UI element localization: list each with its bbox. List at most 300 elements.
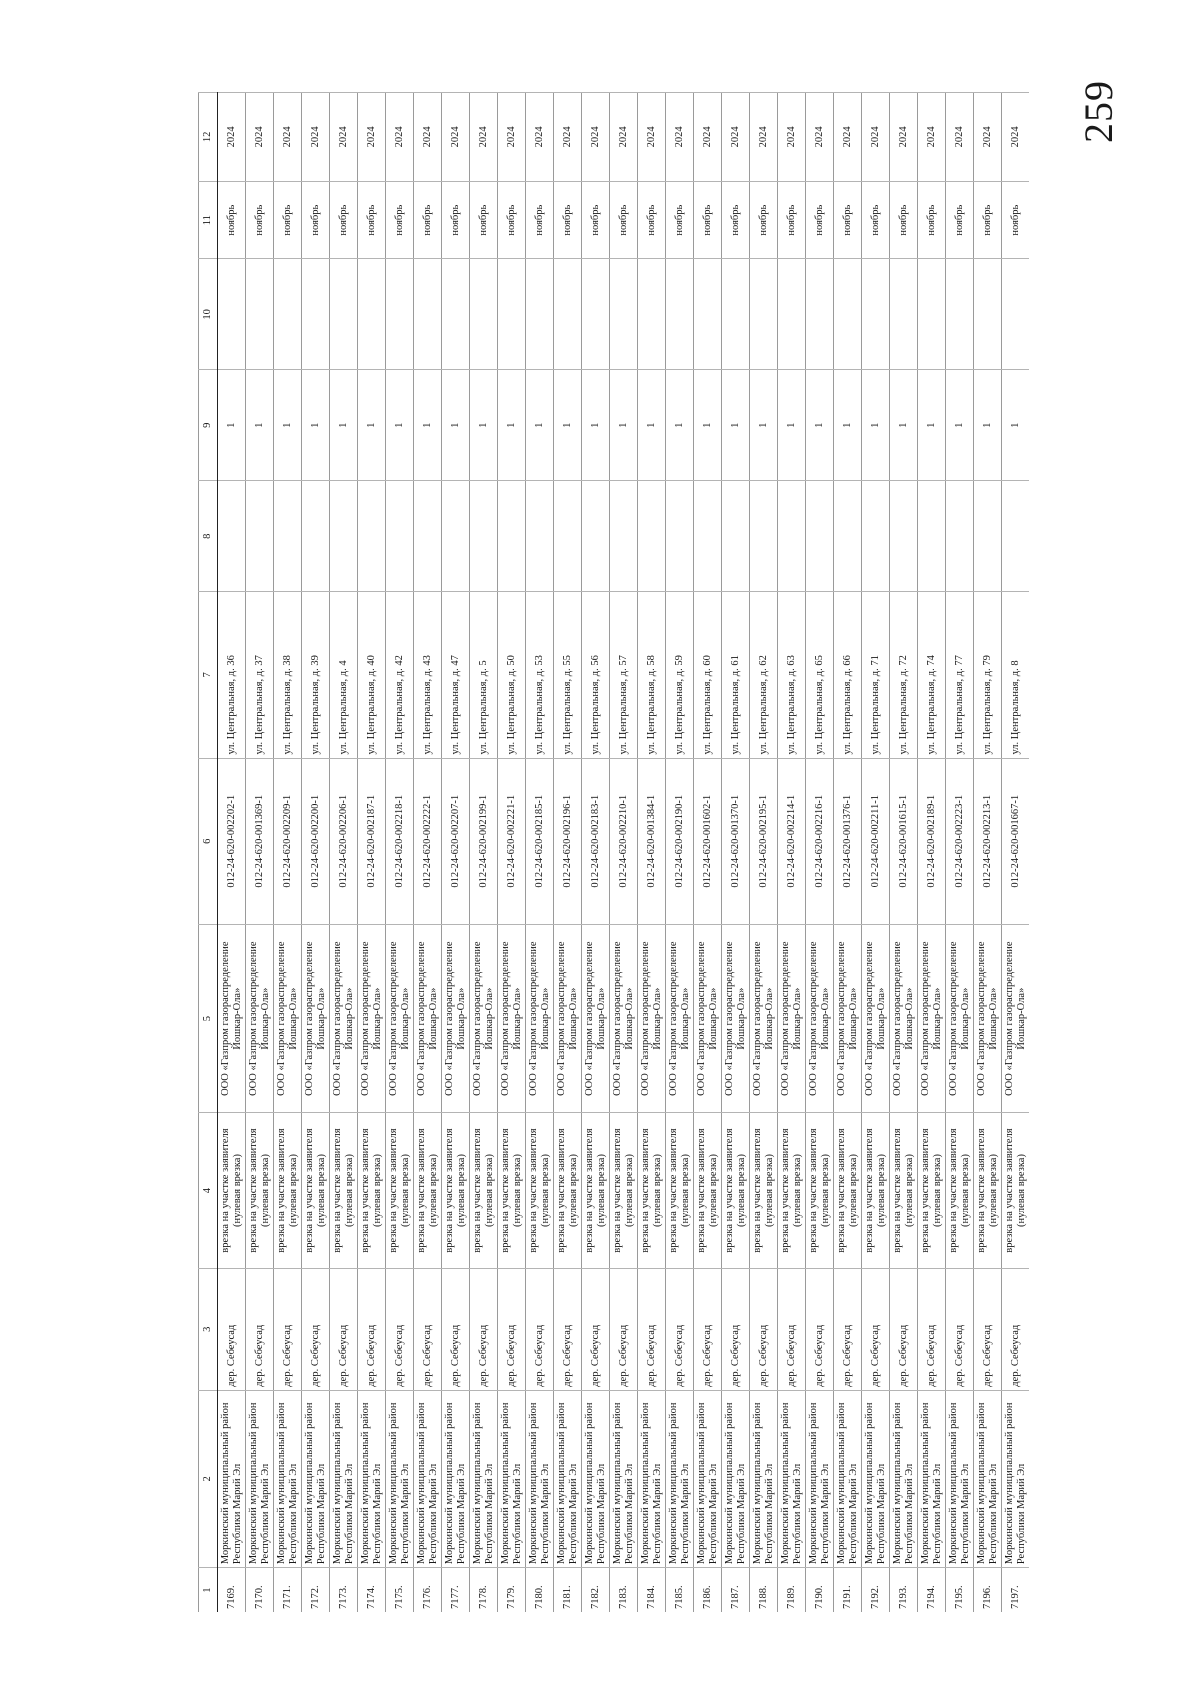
table-row [806, 93, 834, 1613]
village-cell: дер. Себеусад [1002, 1268, 1030, 1390]
work-type-cell: врезка на участке заявителя (нулевая врезка) [526, 1113, 554, 1268]
organization-cell: ООО «Газпром газораспределение Йошкар-Ола» [302, 924, 330, 1113]
table-row [330, 93, 358, 1613]
column-8-cell [890, 481, 918, 592]
district-cell: Моркинский муниципальный район Республики Марий Эл [638, 1390, 666, 1567]
quantity-cell: 1 [806, 370, 834, 481]
organization-cell: ООО «Газпром газораспределение Йошкар-Ола» [554, 924, 582, 1113]
table-row [274, 93, 302, 1613]
year-cell: 2024 [834, 93, 862, 182]
table-row [302, 93, 330, 1613]
organization-cell: ООО «Газпром газораспределение Йошкар-Ола» [414, 924, 442, 1113]
table-body [218, 93, 1030, 1613]
registration-number-cell: 012-24-620-002221-1 [498, 758, 526, 924]
column-10-cell [442, 259, 470, 370]
month-cell: ноябрь [638, 181, 666, 259]
column-10-cell [498, 259, 526, 370]
column-8-cell [330, 481, 358, 592]
district-cell: Моркинский муниципальный район Республики Марий Эл [274, 1390, 302, 1567]
district-cell: Моркинский муниципальный район Республики Марий Эл [666, 1390, 694, 1567]
column-8-cell [778, 481, 806, 592]
registration-number-cell: 012-24-620-002206-1 [330, 758, 358, 924]
column-8-cell [582, 481, 610, 592]
year-cell: 2024 [722, 93, 750, 182]
table-row [610, 93, 638, 1613]
village-cell: дер. Себеусад [582, 1268, 610, 1390]
organization-cell: ООО «Газпром газораспределение Йошкар-Ола» [974, 924, 1002, 1113]
district-cell: Моркинский муниципальный район Республики Марий Эл [610, 1390, 638, 1567]
work-type-cell: врезка на участке заявителя (нулевая врезка) [750, 1113, 778, 1268]
header-cell: 5 [199, 924, 218, 1113]
quantity-cell: 1 [722, 370, 750, 481]
month-cell: ноябрь [470, 181, 498, 259]
work-type-cell: врезка на участке заявителя (нулевая врезка) [470, 1113, 498, 1268]
table-row [862, 93, 890, 1613]
column-8-cell [834, 481, 862, 592]
column-10-cell [778, 259, 806, 370]
work-type-cell: врезка на участке заявителя (нулевая врезка) [414, 1113, 442, 1268]
table-row [358, 93, 386, 1613]
column-10-cell [974, 259, 1002, 370]
month-cell: ноябрь [218, 181, 246, 259]
organization-cell: ООО «Газпром газораспределение Йошкар-Ола» [722, 924, 750, 1113]
registration-number-cell: 012-24-620-001667-1 [1002, 758, 1030, 924]
quantity-cell: 1 [610, 370, 638, 481]
village-cell: дер. Себеусад [526, 1268, 554, 1390]
district-cell: Моркинский муниципальный район Республики Марий Эл [246, 1390, 274, 1567]
organization-cell: ООО «Газпром газораспределение Йошкар-Ола» [946, 924, 974, 1113]
quantity-cell: 1 [358, 370, 386, 481]
column-8-cell [694, 481, 722, 592]
district-cell: Моркинский муниципальный район Республики Марий Эл [974, 1390, 1002, 1567]
column-10-cell [610, 259, 638, 370]
village-cell: дер. Себеусад [330, 1268, 358, 1390]
address-cell: ул. Центральная, д. 50 [498, 592, 526, 758]
header-cell: 1 [199, 1568, 218, 1612]
header-cell: 10 [199, 259, 218, 370]
column-10-cell [890, 259, 918, 370]
village-cell: дер. Себеусад [890, 1268, 918, 1390]
year-cell: 2024 [414, 93, 442, 182]
address-cell: ул. Центральная, д. 59 [666, 592, 694, 758]
year-cell: 2024 [666, 93, 694, 182]
organization-cell: ООО «Газпром газораспределение Йошкар-Ола» [862, 924, 890, 1113]
quantity-cell: 1 [554, 370, 582, 481]
village-cell: дер. Себеусад [918, 1268, 946, 1390]
quantity-cell: 1 [498, 370, 526, 481]
table-row [386, 93, 414, 1613]
address-cell: ул. Центральная, д. 57 [610, 592, 638, 758]
column-10-cell [274, 259, 302, 370]
quantity-cell: 1 [890, 370, 918, 481]
address-cell: ул. Центральная, д. 38 [274, 592, 302, 758]
quantity-cell: 1 [218, 370, 246, 481]
month-cell: ноябрь [778, 181, 806, 259]
work-type-cell: врезка на участке заявителя (нулевая врезка) [862, 1113, 890, 1268]
quantity-cell: 1 [246, 370, 274, 481]
month-cell: ноябрь [330, 181, 358, 259]
address-cell: ул. Центральная, д. 37 [246, 592, 274, 758]
column-8-cell [1002, 481, 1030, 592]
year-cell: 2024 [386, 93, 414, 182]
address-cell: ул. Центральная, д. 8 [1002, 592, 1030, 758]
village-cell: дер. Себеусад [694, 1268, 722, 1390]
year-cell: 2024 [582, 93, 610, 182]
organization-cell: ООО «Газпром газораспределение Йошкар-Ола» [246, 924, 274, 1113]
column-10-cell [358, 259, 386, 370]
column-10-cell [834, 259, 862, 370]
address-cell: ул. Центральная, д. 43 [414, 592, 442, 758]
village-cell: дер. Себеусад [274, 1268, 302, 1390]
village-cell: дер. Себеусад [218, 1268, 246, 1390]
column-8-cell [946, 481, 974, 592]
district-cell: Моркинский муниципальный район Республики Марий Эл [498, 1390, 526, 1567]
column-8-cell [862, 481, 890, 592]
village-cell: дер. Себеусад [638, 1268, 666, 1390]
month-cell: ноябрь [834, 181, 862, 259]
work-type-cell: врезка на участке заявителя (нулевая врезка) [974, 1113, 1002, 1268]
quantity-cell: 1 [834, 370, 862, 481]
row-number-cell: 7178. [470, 1568, 498, 1612]
district-cell: Моркинский муниципальный район Республики Марий Эл [1002, 1390, 1030, 1567]
column-10-cell [582, 259, 610, 370]
row-number-cell: 7177. [442, 1568, 470, 1612]
village-cell: дер. Себеусад [722, 1268, 750, 1390]
quantity-cell: 1 [330, 370, 358, 481]
village-cell: дер. Себеусад [302, 1268, 330, 1390]
year-cell: 2024 [890, 93, 918, 182]
organization-cell: ООО «Газпром газораспределение Йошкар-Ола» [498, 924, 526, 1113]
village-cell: дер. Себеусад [470, 1268, 498, 1390]
month-cell: ноябрь [694, 181, 722, 259]
year-cell: 2024 [694, 93, 722, 182]
registration-number-cell: 012-24-620-001384-1 [638, 758, 666, 924]
quantity-cell: 1 [582, 370, 610, 481]
column-8-cell [274, 481, 302, 592]
registration-number-cell: 012-24-620-002189-1 [918, 758, 946, 924]
column-10-cell [218, 259, 246, 370]
quantity-cell: 1 [918, 370, 946, 481]
district-cell: Моркинский муниципальный район Республики Марий Эл [834, 1390, 862, 1567]
village-cell: дер. Себеусад [666, 1268, 694, 1390]
column-10-cell [414, 259, 442, 370]
month-cell: ноябрь [750, 181, 778, 259]
quantity-cell: 1 [302, 370, 330, 481]
district-cell: Моркинский муниципальный район Республики Марий Эл [218, 1390, 246, 1567]
row-number-cell: 7187. [722, 1568, 750, 1612]
work-type-cell: врезка на участке заявителя (нулевая врезка) [918, 1113, 946, 1268]
district-cell: Моркинский муниципальный район Республики Марий Эл [862, 1390, 890, 1567]
quantity-cell: 1 [470, 370, 498, 481]
quantity-cell: 1 [526, 370, 554, 481]
address-cell: ул. Центральная, д. 5 [470, 592, 498, 758]
district-cell: Моркинский муниципальный район Республики Марий Эл [778, 1390, 806, 1567]
work-type-cell: врезка на участке заявителя (нулевая врезка) [946, 1113, 974, 1268]
district-cell: Моркинский муниципальный район Республики Марий Эл [442, 1390, 470, 1567]
work-type-cell: врезка на участке заявителя (нулевая врезка) [554, 1113, 582, 1268]
year-cell: 2024 [246, 93, 274, 182]
month-cell: ноябрь [274, 181, 302, 259]
work-type-cell: врезка на участке заявителя (нулевая врезка) [302, 1113, 330, 1268]
column-8-cell [498, 481, 526, 592]
registration-number-cell: 012-24-620-002202-1 [218, 758, 246, 924]
column-10-cell [694, 259, 722, 370]
month-cell: ноябрь [918, 181, 946, 259]
registration-number-cell: 012-24-620-002210-1 [610, 758, 638, 924]
column-8-cell [610, 481, 638, 592]
row-number-cell: 7180. [526, 1568, 554, 1612]
row-number-cell: 7175. [386, 1568, 414, 1612]
district-cell: Моркинский муниципальный район Республики Марий Эл [750, 1390, 778, 1567]
village-cell: дер. Себеусад [806, 1268, 834, 1390]
organization-cell: ООО «Газпром газораспределение Йошкар-Ола» [834, 924, 862, 1113]
table-row [890, 93, 918, 1613]
registration-number-cell: 012-24-620-002196-1 [554, 758, 582, 924]
row-number-cell: 7170. [246, 1568, 274, 1612]
table-row [750, 93, 778, 1613]
column-10-cell [722, 259, 750, 370]
year-cell: 2024 [442, 93, 470, 182]
district-cell: Моркинский муниципальный район Республики Марий Эл [890, 1390, 918, 1567]
district-cell: Моркинский муниципальный район Республики Марий Эл [694, 1390, 722, 1567]
work-type-cell: врезка на участке заявителя (нулевая врезка) [806, 1113, 834, 1268]
header-cell: 6 [199, 758, 218, 924]
organization-cell: ООО «Газпром газораспределение Йошкар-Ола» [470, 924, 498, 1113]
row-number-cell: 7169. [218, 1568, 246, 1612]
registration-number-cell: 012-24-620-002222-1 [414, 758, 442, 924]
organization-cell: ООО «Газпром газораспределение Йошкар-Ола» [386, 924, 414, 1113]
table-row [834, 93, 862, 1613]
village-cell: дер. Себеусад [414, 1268, 442, 1390]
row-number-cell: 7183. [610, 1568, 638, 1612]
year-cell: 2024 [1002, 93, 1030, 182]
work-type-cell: врезка на участке заявителя (нулевая врезка) [890, 1113, 918, 1268]
quantity-cell: 1 [862, 370, 890, 481]
work-type-cell: врезка на участке заявителя (нулевая врезка) [218, 1113, 246, 1268]
organization-cell: ООО «Газпром газораспределение Йошкар-Ола» [1002, 924, 1030, 1113]
column-8-cell [974, 481, 1002, 592]
registration-number-cell: 012-24-620-001615-1 [890, 758, 918, 924]
table-row [498, 93, 526, 1613]
column-10-cell [666, 259, 694, 370]
quantity-cell: 1 [274, 370, 302, 481]
district-cell: Моркинский муниципальный район Республики Марий Эл [918, 1390, 946, 1567]
column-8-cell [218, 481, 246, 592]
column-10-cell [302, 259, 330, 370]
registration-number-cell: 012-24-620-002195-1 [750, 758, 778, 924]
registration-number-cell: 012-24-620-002183-1 [582, 758, 610, 924]
table-row [442, 93, 470, 1613]
registration-number-cell: 012-24-620-002190-1 [666, 758, 694, 924]
row-number-cell: 7191. [834, 1568, 862, 1612]
quantity-cell: 1 [414, 370, 442, 481]
work-type-cell: врезка на участке заявителя (нулевая врезка) [330, 1113, 358, 1268]
row-number-cell: 7196. [974, 1568, 1002, 1612]
year-cell: 2024 [274, 93, 302, 182]
table-row [414, 93, 442, 1613]
header-cell: 4 [199, 1113, 218, 1268]
work-type-cell: врезка на участке заявителя (нулевая врезка) [274, 1113, 302, 1268]
column-10-cell [750, 259, 778, 370]
village-cell: дер. Себеусад [862, 1268, 890, 1390]
year-cell: 2024 [638, 93, 666, 182]
month-cell: ноябрь [498, 181, 526, 259]
district-cell: Моркинский муниципальный район Республики Марий Эл [582, 1390, 610, 1567]
table-row [974, 93, 1002, 1613]
village-cell: дер. Себеусад [498, 1268, 526, 1390]
district-cell: Моркинский муниципальный район Республики Марий Эл [722, 1390, 750, 1567]
header-cell: 11 [199, 181, 218, 259]
work-type-cell: врезка на участке заявителя (нулевая врезка) [442, 1113, 470, 1268]
district-cell: Моркинский муниципальный район Республики Марий Эл [806, 1390, 834, 1567]
village-cell: дер. Себеусад [610, 1268, 638, 1390]
month-cell: ноябрь [862, 181, 890, 259]
quantity-cell: 1 [946, 370, 974, 481]
registration-number-cell: 012-24-620-002200-1 [302, 758, 330, 924]
organization-cell: ООО «Газпром газораспределение Йошкар-Ола» [582, 924, 610, 1113]
address-cell: ул. Центральная, д. 74 [918, 592, 946, 758]
year-cell: 2024 [330, 93, 358, 182]
organization-cell: ООО «Газпром газораспределение Йошкар-Ола» [358, 924, 386, 1113]
column-10-cell [638, 259, 666, 370]
row-number-cell: 7194. [918, 1568, 946, 1612]
quantity-cell: 1 [442, 370, 470, 481]
organization-cell: ООО «Газпром газораспределение Йошкар-Ола» [610, 924, 638, 1113]
address-cell: ул. Центральная, д. 79 [974, 592, 1002, 758]
year-cell: 2024 [806, 93, 834, 182]
address-cell: ул. Центральная, д. 62 [750, 592, 778, 758]
district-cell: Моркинский муниципальный район Республики Марий Эл [330, 1390, 358, 1567]
quantity-cell: 1 [778, 370, 806, 481]
table-row [1002, 93, 1030, 1613]
work-type-cell: врезка на участке заявителя (нулевая врезка) [498, 1113, 526, 1268]
organization-cell: ООО «Газпром газораспределение Йошкар-Ола» [330, 924, 358, 1113]
organization-cell: ООО «Газпром газораспределение Йошкар-Ола» [218, 924, 246, 1113]
column-8-cell [918, 481, 946, 592]
quantity-cell: 1 [386, 370, 414, 481]
year-cell: 2024 [918, 93, 946, 182]
row-number-cell: 7188. [750, 1568, 778, 1612]
column-10-cell [386, 259, 414, 370]
registration-number-cell: 012-24-620-002187-1 [358, 758, 386, 924]
row-number-cell: 7197. [1002, 1568, 1030, 1612]
year-cell: 2024 [610, 93, 638, 182]
column-8-cell [470, 481, 498, 592]
registration-number-cell: 012-24-620-002211-1 [862, 758, 890, 924]
address-cell: ул. Центральная, д. 42 [386, 592, 414, 758]
row-number-cell: 7181. [554, 1568, 582, 1612]
work-type-cell: врезка на участке заявителя (нулевая врезка) [722, 1113, 750, 1268]
registration-number-cell: 012-24-620-002223-1 [946, 758, 974, 924]
row-number-cell: 7193. [890, 1568, 918, 1612]
month-cell: ноябрь [554, 181, 582, 259]
work-type-cell: врезка на участке заявителя (нулевая врезка) [834, 1113, 862, 1268]
village-cell: дер. Себеусад [358, 1268, 386, 1390]
work-type-cell: врезка на участке заявителя (нулевая врезка) [582, 1113, 610, 1268]
work-type-cell: врезка на участке заявителя (нулевая врезка) [666, 1113, 694, 1268]
header-cell: 3 [199, 1268, 218, 1390]
work-type-cell: врезка на участке заявителя (нулевая врезка) [610, 1113, 638, 1268]
registration-number-cell: 012-24-620-002207-1 [442, 758, 470, 924]
registration-number-cell: 012-24-620-002209-1 [274, 758, 302, 924]
month-cell: ноябрь [582, 181, 610, 259]
registration-number-cell: 012-24-620-002218-1 [386, 758, 414, 924]
row-number-cell: 7172. [302, 1568, 330, 1612]
year-cell: 2024 [218, 93, 246, 182]
month-cell: ноябрь [610, 181, 638, 259]
district-cell: Моркинский муниципальный район Республики Марий Эл [554, 1390, 582, 1567]
registration-number-cell: 012-24-620-001602-1 [694, 758, 722, 924]
row-number-cell: 7186. [694, 1568, 722, 1612]
quantity-cell: 1 [666, 370, 694, 481]
table-row [526, 93, 554, 1613]
address-cell: ул. Центральная, д. 47 [442, 592, 470, 758]
column-10-cell [946, 259, 974, 370]
column-10-cell [470, 259, 498, 370]
month-cell: ноябрь [246, 181, 274, 259]
table-row [722, 93, 750, 1613]
column-8-cell [638, 481, 666, 592]
year-cell: 2024 [526, 93, 554, 182]
month-cell: ноябрь [526, 181, 554, 259]
month-cell: ноябрь [666, 181, 694, 259]
organization-cell: ООО «Газпром газораспределение Йошкар-Ола» [806, 924, 834, 1113]
month-cell: ноябрь [974, 181, 1002, 259]
organization-cell: ООО «Газпром газораспределение Йошкар-Ола» [918, 924, 946, 1113]
village-cell: дер. Себеусад [946, 1268, 974, 1390]
year-cell: 2024 [946, 93, 974, 182]
quantity-cell: 1 [974, 370, 1002, 481]
village-cell: дер. Себеусад [442, 1268, 470, 1390]
month-cell: ноябрь [442, 181, 470, 259]
year-cell: 2024 [470, 93, 498, 182]
month-cell: ноябрь [890, 181, 918, 259]
address-cell: ул. Центральная, д. 55 [554, 592, 582, 758]
work-type-cell: врезка на участке заявителя (нулевая врезка) [638, 1113, 666, 1268]
column-8-cell [414, 481, 442, 592]
header-cell: 7 [199, 592, 218, 758]
table-row [554, 93, 582, 1613]
row-number-cell: 7182. [582, 1568, 610, 1612]
column-8-cell [554, 481, 582, 592]
table-row [582, 93, 610, 1613]
village-cell: дер. Себеусад [778, 1268, 806, 1390]
row-number-cell: 7189. [778, 1568, 806, 1612]
column-10-cell [330, 259, 358, 370]
row-number-cell: 7179. [498, 1568, 526, 1612]
table-row [218, 93, 246, 1613]
row-number-cell: 7174. [358, 1568, 386, 1612]
month-cell: ноябрь [722, 181, 750, 259]
work-type-cell: врезка на участке заявителя (нулевая врезка) [694, 1113, 722, 1268]
district-cell: Моркинский муниципальный район Республики Марий Эл [302, 1390, 330, 1567]
year-cell: 2024 [750, 93, 778, 182]
address-cell: ул. Центральная, д. 53 [526, 592, 554, 758]
year-cell: 2024 [778, 93, 806, 182]
row-number-cell: 7176. [414, 1568, 442, 1612]
row-number-cell: 7171. [274, 1568, 302, 1612]
table-row [246, 93, 274, 1613]
quantity-cell: 1 [1002, 370, 1030, 481]
village-cell: дер. Себеусад [974, 1268, 1002, 1390]
address-cell: ул. Центральная, д. 61 [722, 592, 750, 758]
month-cell: ноябрь [386, 181, 414, 259]
district-cell: Моркинский муниципальный район Республики Марий Эл [386, 1390, 414, 1567]
month-cell: ноябрь [414, 181, 442, 259]
quantity-cell: 1 [750, 370, 778, 481]
column-10-cell [1002, 259, 1030, 370]
header-cell: 2 [199, 1390, 218, 1567]
